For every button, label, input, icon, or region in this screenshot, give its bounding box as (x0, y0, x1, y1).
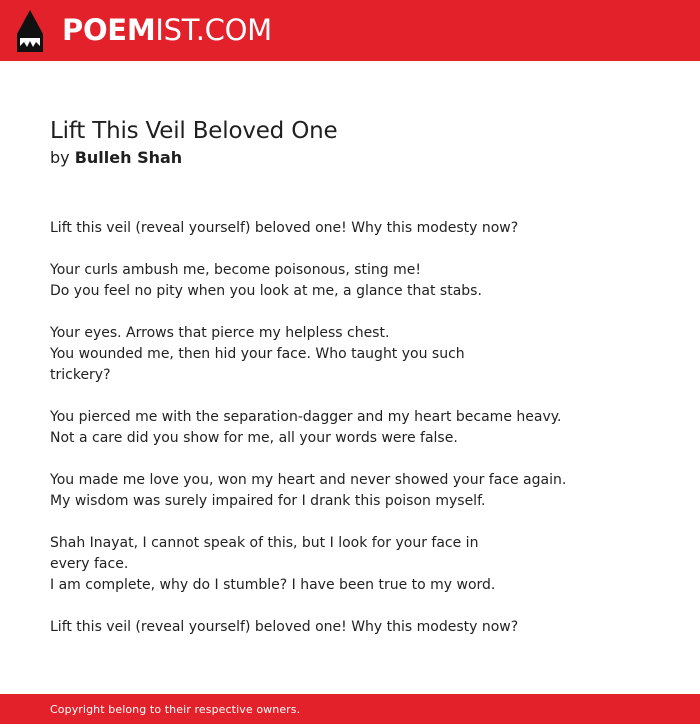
poem-line: Lift this veil (reveal yourself) beloved one! Why this modesty now? (50, 619, 519, 635)
poem-stanza (50, 260, 520, 302)
logo-text-light: IST.COM (155, 13, 272, 47)
site-logo-link[interactable] (17, 10, 272, 52)
poem-line: Not a care did you show for me, all your words were false. (50, 430, 458, 446)
poem-line: Your curls ambush me, become poisonous, sting me! (50, 262, 421, 278)
poem-line: You pierced me with the separation-dagger and my heart became heavy. (50, 409, 562, 425)
poem-stanza (50, 407, 610, 449)
site-footer (0, 694, 700, 724)
poem-content (50, 116, 610, 659)
poem-stanza (50, 218, 520, 239)
site-header (0, 0, 700, 61)
poem-stanza (50, 323, 520, 386)
byline-label: by (50, 148, 70, 167)
site-logo-text (62, 13, 272, 47)
poem-line: Your eyes. Arrows that pierce my helpless chest. (50, 325, 390, 341)
poem-line: Lift this veil (reveal yourself) beloved one! Why this modesty now? (50, 220, 519, 236)
poem-line: You made me love you, won my heart and never showed your face again. (50, 472, 567, 488)
poem-line: Do you feel no pity when you look at me, a glance that stabs. (50, 283, 482, 299)
poem-line: Shah Inayat, I cannot speak of this, but I look for your face in every face. (50, 535, 479, 572)
copyright-text: Copyright belong to their respective owners. (50, 702, 301, 716)
poem-stanza (50, 617, 520, 638)
logo-text-bold: POEM (62, 13, 156, 47)
poem-stanza (50, 533, 520, 596)
poem-stanza (50, 470, 610, 512)
poem-line: My wisdom was surely impaired for I drank this poison myself. (50, 493, 486, 509)
poem-line: I am complete, why do I stumble? I have been true to my word. (50, 577, 496, 593)
poem-author[interactable]: Bulleh Shah (74, 148, 183, 167)
poem-body (50, 218, 567, 638)
poem-title: Lift This Veil Beloved One (50, 118, 338, 144)
poem-line: You wounded me, then hid your face. Who taught you such trickery? (50, 346, 465, 383)
poem-byline (50, 148, 610, 168)
pencil-tip-icon (17, 10, 43, 52)
